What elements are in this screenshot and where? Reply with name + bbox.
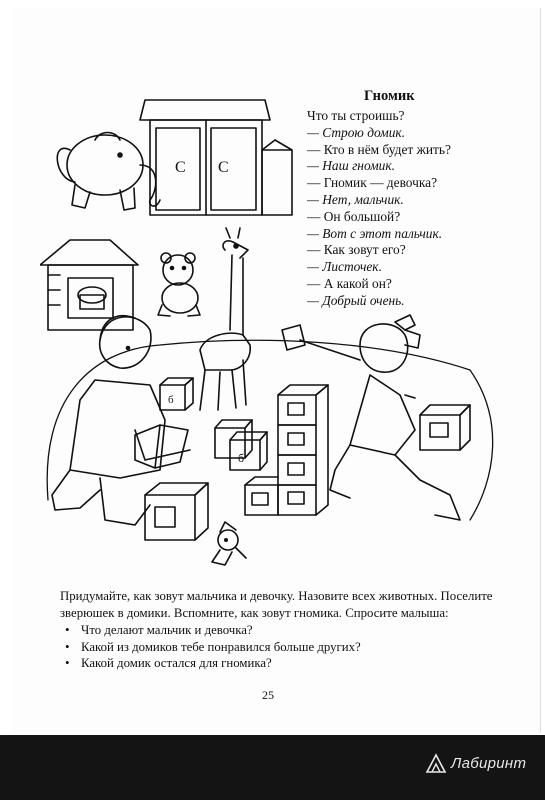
question-item [60,639,515,656]
cube-drawing [145,483,208,540]
poem-title: Гномик [364,88,415,104]
question-text: Что делают мальчик и девочка? [81,623,253,637]
question-item [60,655,515,672]
poem-line: — Наш гномик. [307,158,395,174]
labyrinth-logo-icon [425,752,447,774]
gnome-drawing [212,522,246,565]
instructions [60,588,515,672]
cube-drawing [420,405,470,450]
poem-line: — Вот с этот пальчик. [307,225,443,241]
boy-drawing [52,316,190,525]
poem-line: — Как зовут его? [307,242,406,258]
poem [307,88,527,310]
page-number: 25 [262,688,274,702]
garage-door-letter: С [175,159,186,176]
watermark-text: Лабиринт [451,754,527,772]
cube-drawing [230,432,267,470]
cube-letter: б [168,394,174,406]
question-list [60,622,515,672]
cube-letter: б [238,451,245,465]
poem-line: — Кто в нём будет жить? [307,141,451,157]
cube-drawing [160,378,193,410]
giraffe-drawing [200,228,250,410]
garage-drawing [140,100,292,215]
bullet-icon: • [65,622,70,637]
bullet-icon: • [65,638,70,654]
floor-ellipse [47,340,492,520]
elephant-drawing [57,133,160,211]
cube-drawing [215,420,252,458]
poem-line: — Он большой? [307,208,401,224]
poem-line: Что ты строишь? [307,108,405,123]
teddy-bear-drawing [158,253,200,316]
watermark [425,752,526,774]
garage-door-letter: С [218,159,229,176]
instructions-paragraph: Придумайте, как зовут мальчика и девочку. Назовите всех животных. Поселите зверюшек в домики. Вспомните, как зовут гномика. Спросите малыша: [60,589,493,620]
question-text: Какой из домиков тебе понравился больше других? [81,639,361,654]
question-item [60,622,515,639]
question-text: Какой домик остался для гномика? [81,656,272,670]
cube-tower-drawing [245,385,328,515]
poem-line: — Нет, мальчик. [307,191,404,207]
poem-line: — Гномик — девочка? [307,175,438,191]
bullet-icon: • [65,655,70,670]
girl-drawing [282,315,460,520]
poem-line: — Добрый очень. [307,292,405,308]
poem-line: — Листочек. [307,259,382,275]
poem-line: — А какой он? [307,275,392,291]
poem-line: — Строю домик. [307,124,406,140]
